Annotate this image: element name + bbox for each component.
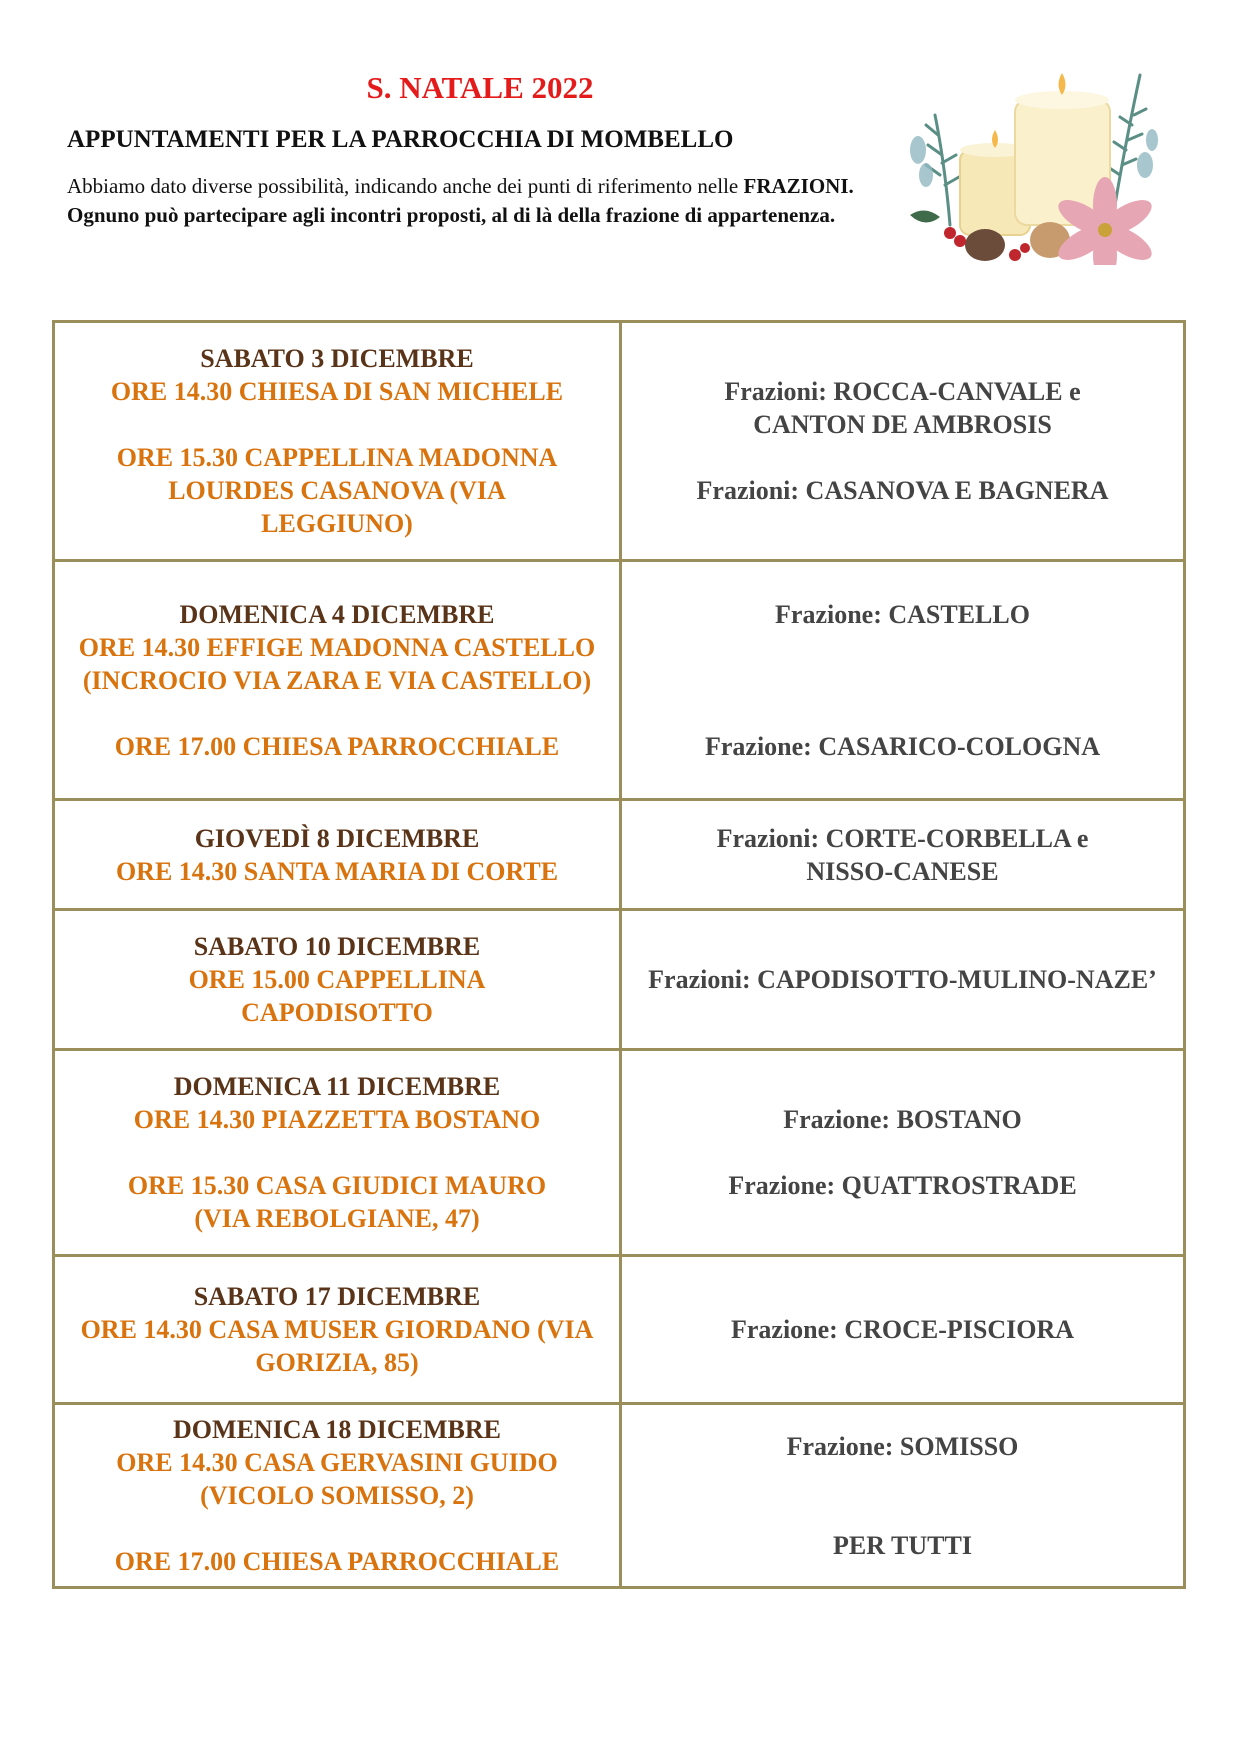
schedule-table xyxy=(52,320,1186,1589)
schedule-row xyxy=(54,1404,1185,1588)
event-day: DOMENICA 18 DICEMBRE xyxy=(173,1415,501,1444)
frazione-cell xyxy=(621,1050,1185,1256)
page-subtitle: APPUNTAMENTI PER LA PARROCCHIA DI MOMBELLO xyxy=(67,126,734,153)
event-day: SABATO 10 DICEMBRE xyxy=(193,932,481,961)
event-day: SABATO 17 DICEMBRE xyxy=(193,1282,481,1311)
intro-bold-text: FRAZIONI. Ognuno può partecipare agli incontri proposti, al di là della frazione di appartenenza. xyxy=(67,174,854,227)
frazione-label: Frazione: SOMISSO xyxy=(786,1431,1019,1461)
event-slot: ORE 15.30 CASA GIUDICI MAURO (VIA REBOLGIANE, 47) xyxy=(127,1171,547,1233)
event-day: DOMENICA 11 DICEMBRE xyxy=(173,1072,501,1101)
frazione-label: Frazioni: CORTE-CORBELLA e NISSO-CANESE xyxy=(716,823,1089,886)
frazione-cell xyxy=(621,1404,1185,1588)
event-slot: ORE 14.30 EFFIGE MADONNA CASTELLO (INCROCIO VIA ZARA E VIA CASTELLO) xyxy=(78,632,596,695)
frazione-label: Frazione: CASTELLO xyxy=(775,599,1030,629)
event-slot: ORE 14.30 CASA GERVASINI GUIDO (VICOLO SOMISSO, 2) xyxy=(116,1448,558,1510)
frazione-cell xyxy=(621,1256,1185,1404)
frazione-cell xyxy=(621,800,1185,910)
frazione-label: Frazione: CROCE-PISCIORA xyxy=(730,1315,1075,1344)
event-cell xyxy=(54,910,621,1050)
event-cell xyxy=(54,800,621,910)
page-title: S. NATALE 2022 xyxy=(366,70,594,105)
frazione-label: Frazione: BOSTANO xyxy=(783,1105,1022,1134)
event-cell xyxy=(54,1050,621,1256)
event-slot: ORE 14.30 CHIESA DI SAN MICHELE xyxy=(110,377,564,406)
event-slot: ORE 15.30 CAPPELLINA MADONNA LOURDES CASANOVA (VIA LEGGIUNO) xyxy=(116,443,558,538)
event-slot: ORE 17.00 CHIESA PARROCCHIALE xyxy=(114,1547,560,1576)
frazione-label: Frazione: QUATTROSTRADE xyxy=(728,1171,1077,1200)
event-slot: ORE 14.30 SANTA MARIA DI CORTE xyxy=(115,856,559,886)
schedule-row xyxy=(54,1256,1185,1404)
frazione-label: Frazione: CASARICO-COLOGNA xyxy=(704,731,1101,761)
frazione-label: Frazioni: CAPODISOTTO-MULINO-NAZE’ xyxy=(648,965,1157,994)
event-slot: ORE 14.30 PIAZZETTA BOSTANO xyxy=(133,1105,541,1134)
frazione-label: Frazioni: ROCCA-CANVALE e CANTON DE AMBROSIS xyxy=(724,377,1081,439)
frazione-cell xyxy=(621,561,1185,800)
event-day: SABATO 3 DICEMBRE xyxy=(200,344,474,373)
event-day: GIOVEDÌ 8 DICEMBRE xyxy=(194,823,480,853)
intro-plain-text: Abbiamo dato diverse possibilità, indicando anche dei punti di riferimento nelle xyxy=(67,174,739,198)
event-slot: ORE 14.30 CASA MUSER GIORDANO (VIA GORIZIA, 85) xyxy=(80,1315,594,1377)
event-cell xyxy=(54,322,621,561)
schedule-row xyxy=(54,800,1185,910)
intro-paragraph xyxy=(67,172,867,230)
frazione-cell xyxy=(621,322,1185,561)
event-slot: ORE 15.00 CAPPELLINA CAPODISOTTO xyxy=(188,965,486,1027)
event-day: DOMENICA 4 DICEMBRE xyxy=(179,599,495,629)
event-cell xyxy=(54,561,621,800)
schedule-row xyxy=(54,1050,1185,1256)
christmas-candles-icon xyxy=(890,55,1180,265)
schedule-row xyxy=(54,910,1185,1050)
event-cell xyxy=(54,1256,621,1404)
schedule-row xyxy=(54,322,1185,561)
event-cell xyxy=(54,1404,621,1588)
schedule-row xyxy=(54,561,1185,800)
frazione-cell xyxy=(621,910,1185,1050)
event-slot: ORE 17.00 CHIESA PARROCCHIALE xyxy=(114,731,560,761)
frazione-label: Frazioni: CASANOVA E BAGNERA xyxy=(696,476,1109,505)
frazione-label: PER TUTTI xyxy=(833,1530,972,1560)
